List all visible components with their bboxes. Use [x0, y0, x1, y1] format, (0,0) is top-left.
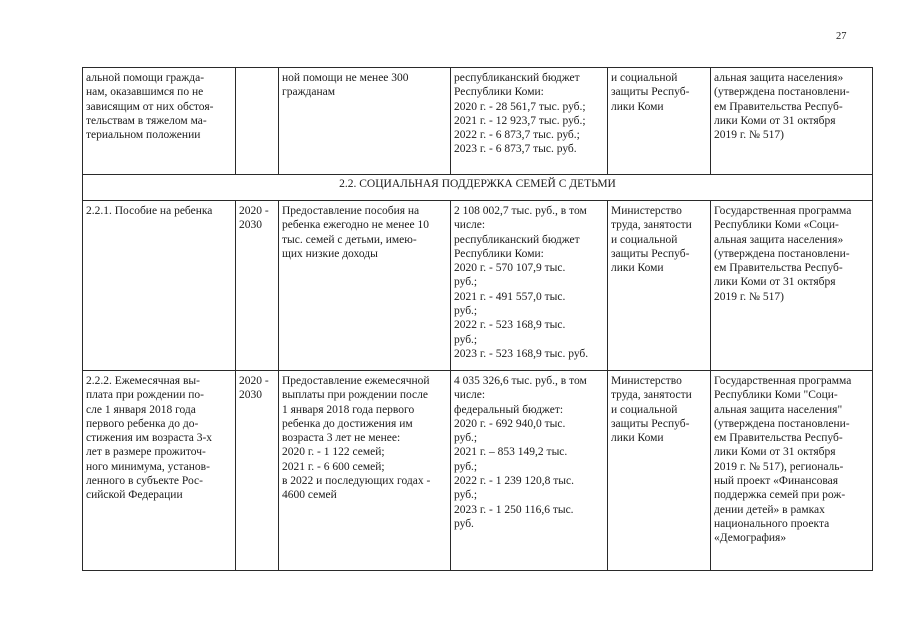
result-cell: Предоставление ежемесячной выплаты при рождении после 1 января 2018 года первого ребенка до достижения им возраста 3 лет не менее: 2020 г. - 1 122 семей; 2021 г. - 6 600 семей; в 2022 и последующих годах - 4600 семей — [279, 371, 451, 571]
funding-cell: 2 108 002,7 тыс. руб., в том числе: республиканский бюджет Республики Коми: 2020 г. - 570 107,9 тыс. руб.; 2021 г. - 491 557,0 тыс. руб.; 2022 г. - 523 168,9 тыс. руб.; 2023 г. - 523 168,9 тыс. руб. — [451, 201, 608, 371]
result-cell: ной помощи не менее 300 гражданам — [279, 68, 451, 175]
funding-cell: 4 035 326,6 тыс. руб., в том числе: федеральный бюджет: 2020 г. - 692 940,0 тыс. руб.; 2021 г. – 853 149,2 тыс. руб.; 2022 г. - 1 239 120,8 тыс. руб.; 2023 г. - 1 250 116,6 тыс. руб. — [451, 371, 608, 571]
basis-cell: альная защита населения» (утверждена постановлени- ем Правительства Респуб- лики Коми от 31 октября 2019 г. № 517) — [711, 68, 873, 175]
section-row — [83, 175, 873, 201]
measure-cell: 2.2.2. Ежемесячная вы- плата при рождении по- сле 1 января 2018 года первого ребенка до до- стижения им возраста 3-х лет в размере прожиточ- ного минимума, установ- ленного в субъекте Рос- сийской Федерации — [83, 371, 236, 571]
period-cell: 2020 - 2030 — [236, 371, 279, 571]
table-row — [83, 201, 873, 371]
table-row — [83, 371, 873, 571]
period-cell: 2020 - 2030 — [236, 201, 279, 371]
page-number: 27 — [836, 31, 847, 42]
continuation-row — [83, 68, 873, 175]
period-cell — [236, 68, 279, 175]
basis-cell: Государственная программа Республики Коми "Соци- альная защита населения" (утверждена постановлени- ем Правительства Респуб- лики Коми от 31 октября 2019 г. № 517), региональ- ный проект «Финансовая поддержка семей при рож- дении детей» в рамках национального проекта «Демография» — [711, 371, 873, 571]
measure-cell: альной помощи гражда- нам, оказавшимся по не зависящим от них обстоя- тельствам в тяжелом ма- териальном положении — [83, 68, 236, 175]
measures-table — [82, 67, 873, 571]
section-title: 2.2. СОЦИАЛЬНАЯ ПОДДЕРЖКА СЕМЕЙ С ДЕТЬМИ — [83, 175, 873, 201]
executor-cell: Министерство труда, занятости и социальной защиты Респуб- лики Коми — [608, 201, 711, 371]
executor-cell: и социальной защиты Респуб- лики Коми — [608, 68, 711, 175]
result-cell: Предоставление пособия на ребенка ежегодно не менее 10 тыс. семей с детьми, имею- щих низкие доходы — [279, 201, 451, 371]
basis-cell: Государственная программа Республики Коми «Соци- альная защита населения» (утверждена постановлени- ем Правительства Респуб- лики Коми от 31 октября 2019 г. № 517) — [711, 201, 873, 371]
executor-cell: Министерство труда, занятости и социальной защиты Респуб- лики Коми — [608, 371, 711, 571]
funding-cell: республиканский бюджет Республики Коми: 2020 г. - 28 561,7 тыс. руб.; 2021 г. - 12 923,7 тыс. руб.; 2022 г. - 6 873,7 тыс. руб.; 2023 г. - 6 873,7 тыс. руб. — [451, 68, 608, 175]
measure-cell: 2.2.1. Пособие на ребенка — [83, 201, 236, 371]
